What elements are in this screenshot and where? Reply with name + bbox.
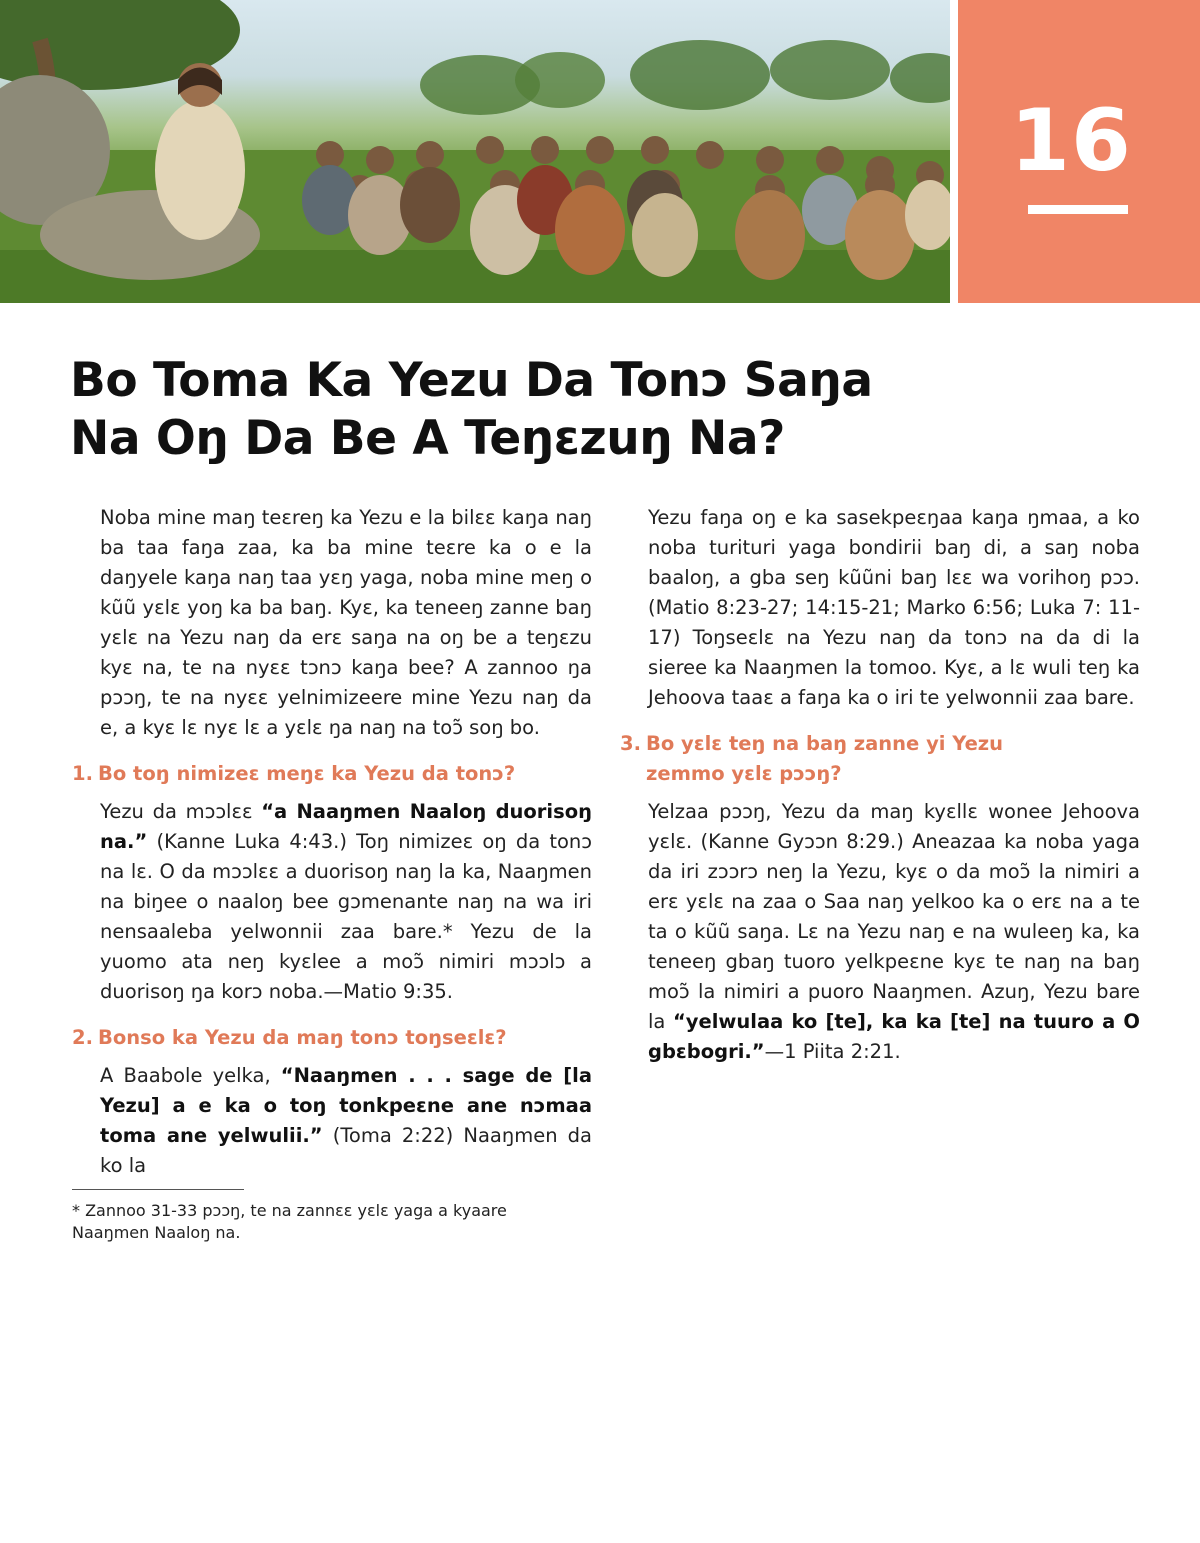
answer-2-text-b: (Toma 2:22) Naaŋmen da ko la xyxy=(100,1124,592,1177)
answer-1-bold: “a Naaŋmen Naaloŋ duorisoŋ na.” xyxy=(100,800,592,853)
answer-3-text-a: Yelzaa pɔɔŋ, Yezu da maŋ kyɛllɛ wonee Jehoova yɛlɛ. (Kanne Gyɔɔn 8:29.) Aneazaa ka noba yaga da iri zɔɔrɔ neŋ la Yezu, kyɛ o da moɔ̃ la nimiri a erɛ yɛlɛ na zaa o Saa naŋ yelkoo ka o erɛ na a te ta o kũũ saŋa. Lɛ na Yezu naŋ e na wuleeŋ ka, ka teneeŋ gbaŋ tuoro yelkpeɛne kyɛ te naŋ na baŋ moɔ̃ la nimiri a puoro Naaŋmen. Azuŋ, Yezu bare la xyxy=(648,800,1140,1033)
answer-1-text-a: Yezu da mɔɔlɛɛ xyxy=(100,800,262,823)
question-2 xyxy=(72,1023,592,1053)
lesson-number-underline xyxy=(1028,205,1128,214)
lesson-number: 16 xyxy=(1010,91,1132,191)
question-3-line2: zemmo yɛlɛ pɔɔŋ? xyxy=(646,762,842,785)
intro-paragraph: Noba mine maŋ teɛreŋ ka Yezu e la bilɛɛ kaŋa naŋ ba taa faŋa zaa, ka ba mine teɛre ka o e la daŋyele kaŋa naŋ taa yɛŋ yaga, noba mine meŋ o kũũ yɛlɛ yoŋ ka ba baŋ. Kyɛ, ka teneeŋ zanne baŋ yɛlɛ na Yezu naŋ da erɛ saŋa na oŋ be a teŋɛzu kyɛ na, te na nyɛɛ tɔnɔ kaŋa bee? A zannoo ŋa pɔɔŋ, te na nyɛɛ yelnimizeere mine Yezu naŋ da e, a kyɛ lɛ nyɛ lɛ a yɛlɛ ŋa naŋ na toɔ̃ soŋ bo. xyxy=(100,506,592,739)
answer-2-bold: “Naaŋmen . . . sage de [la Yezu] a e ka o toŋ tonkpeɛne ane nɔmaa toma ane yelwulii.” xyxy=(100,1064,592,1147)
answer-2-text-a: A Baabole yelka, xyxy=(100,1064,281,1087)
footnote-divider xyxy=(72,1189,244,1190)
lesson-title-line2: Na Oŋ Da Be A Teŋɛzuŋ Na? xyxy=(70,411,785,466)
hero-illustration xyxy=(0,0,950,303)
lesson-title xyxy=(70,352,890,468)
answer-1-paragraph xyxy=(72,797,592,1007)
question-2-text: Bonso ka Yezu da maŋ tonɔ toŋseɛlɛ? xyxy=(98,1026,507,1049)
question-3-text xyxy=(646,729,1003,789)
lesson-number-badge xyxy=(958,0,1200,303)
question-1-number: 1. xyxy=(72,762,93,785)
answer-3-paragraph xyxy=(620,797,1140,1067)
question-2-number: 2. xyxy=(72,1026,93,1049)
answer-3-text-b: —1 Piita 2:21. xyxy=(764,1040,901,1063)
question-3-line1: Bo yɛlɛ teŋ na baŋ zanne yi Yezu xyxy=(646,732,1004,755)
answer-1-text-b: (Kanne Luka 4:43.) Toŋ nimizeɛ oŋ da tonɔ na lɛ. O da mɔɔlɛɛ a duorisoŋ naŋ la ka, Naaŋmen na biŋee o naaloŋ bee gɔmenante naŋ na wa iri nensaaleba yelwonnii zaa bare.* Yezu de la yuomo ata neŋ kyɛlee a moɔ̃ nimiri mɔɔlɔ a duorisoŋ ŋa korɔ noba.—Matio 9:35. xyxy=(100,830,592,1003)
question-3-number: 3. xyxy=(620,732,641,755)
question-1-text: Bo toŋ nimizeɛ meŋɛ ka Yezu da tonɔ? xyxy=(98,762,516,785)
answer-2-paragraph xyxy=(72,1061,592,1181)
left-column xyxy=(72,503,592,1181)
answer-2-continued: Yezu faŋa oŋ e ka sasekpeɛŋaa kaŋa ŋmaa, a ko noba turituri yaga bondirii baŋ di, a saŋ noba baaloŋ, a gba seŋ kũũni baŋ lɛɛ wa vorihoŋ pɔɔ. (Matio 8:23-27; 14:15-21; Marko 6:56; Luka 7: 11-17) Toŋseɛlɛ na Yezu naŋ da tonɔ na da di la sieree ka Naaŋmen la tomoo. Kyɛ, a lɛ wuli teŋ ka Jehoova taaɛ a faŋa ka o iri te yelwonnii zaa bare. xyxy=(648,506,1140,709)
hero-scene xyxy=(0,0,950,303)
lesson-title-line1: Bo Toma Ka Yezu Da Tonɔ Saŋa xyxy=(70,353,873,408)
footnote: * Zannoo 31-33 pɔɔŋ, te na zannɛɛ yɛlɛ yaga a kyaare Naaŋmen Naaloŋ na. xyxy=(72,1201,507,1242)
question-1 xyxy=(72,759,592,789)
question-3 xyxy=(620,729,1140,789)
right-column xyxy=(620,503,1140,1067)
answer-3-bold: “yelwulaa ko [te], ka ka [te] na tuuro a O gbɛbogri.” xyxy=(648,1010,1140,1063)
